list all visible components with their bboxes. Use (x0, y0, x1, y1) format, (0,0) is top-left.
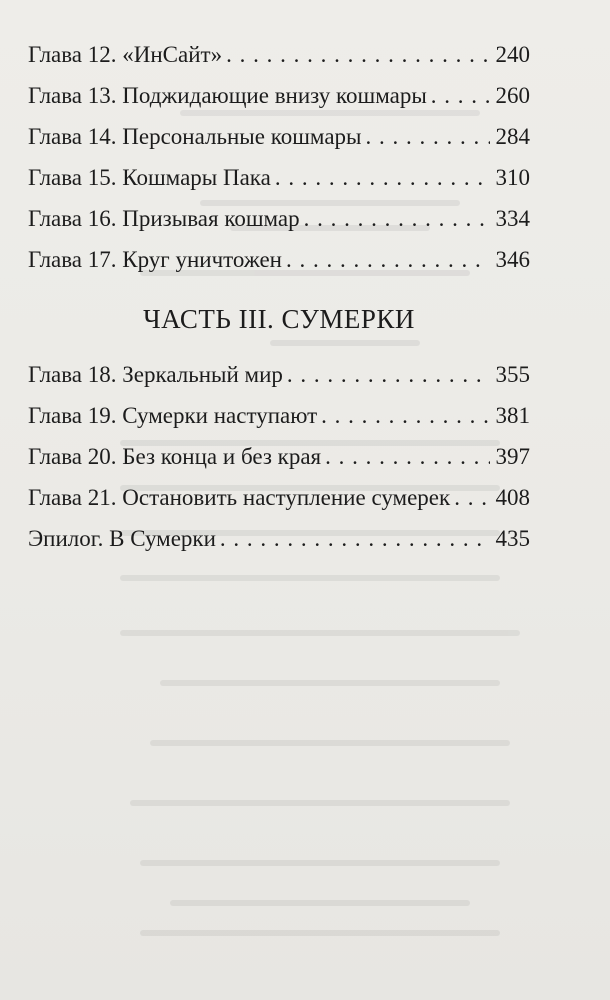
toc-entry-page: 260 (495, 83, 530, 108)
leader-dots (454, 477, 489, 518)
toc-entry-title: Глава 18. Зеркальный мир (28, 362, 283, 387)
leader-dots (226, 34, 489, 75)
toc-entry-epilogue (28, 518, 530, 559)
leader-dots (220, 518, 490, 559)
toc-entry-chapter-21 (28, 477, 530, 518)
toc-entry-chapter-13 (28, 75, 530, 116)
part-heading: ЧАСТЬ III. СУМЕРКИ (143, 304, 415, 334)
toc-entry-title: Глава 17. Круг уничтожен (28, 247, 282, 272)
toc-entry-page: 408 (495, 485, 530, 510)
toc-entry-page: 334 (495, 206, 530, 231)
toc-entry-page: 381 (495, 403, 530, 428)
toc-entry-title: Эпилог. В Сумерки (28, 526, 216, 551)
leader-dots (325, 436, 489, 477)
toc-entry-chapter-18 (28, 354, 530, 395)
toc-entry-title: Глава 16. Призывая кошмар (28, 206, 300, 231)
toc-entry-title: Глава 21. Остановить наступление сумерек (28, 485, 451, 510)
leader-dots (321, 395, 489, 436)
toc-entry-page: 346 (495, 247, 530, 272)
toc-entry-chapter-15 (28, 157, 530, 198)
leader-dots (275, 157, 490, 198)
toc-entry-title: Глава 12. «ИнСайт» (28, 42, 223, 67)
toc-entry-chapter-12 (28, 34, 530, 75)
leader-dots (431, 75, 490, 116)
leader-dots (365, 116, 489, 157)
toc-entry-chapter-20 (28, 436, 530, 477)
toc-entry-title: Глава 14. Персональные кошмары (28, 124, 362, 149)
toc-entry-title: Глава 19. Сумерки наступают (28, 403, 318, 428)
toc-entry-page: 435 (495, 526, 530, 551)
toc-entry-page: 355 (495, 362, 530, 387)
toc-entry-title: Глава 13. Поджидающие внизу кошмары (28, 83, 427, 108)
leader-dots (287, 354, 490, 395)
toc-entry-chapter-19 (28, 395, 530, 436)
toc-entry-chapter-17 (28, 239, 530, 280)
toc-entry-chapter-14 (28, 116, 530, 157)
toc-entry-page: 240 (495, 42, 530, 67)
toc-entry-page: 284 (495, 124, 530, 149)
toc-entry-page: 397 (495, 444, 530, 469)
toc-entry-title: Глава 15. Кошмары Пака (28, 165, 271, 190)
toc-entry-page: 310 (495, 165, 530, 190)
toc-entry-title: Глава 20. Без конца и без края (28, 444, 322, 469)
table-of-contents (28, 34, 530, 559)
toc-entry-chapter-16 (28, 198, 530, 239)
leader-dots (304, 198, 490, 239)
leader-dots (286, 239, 490, 280)
